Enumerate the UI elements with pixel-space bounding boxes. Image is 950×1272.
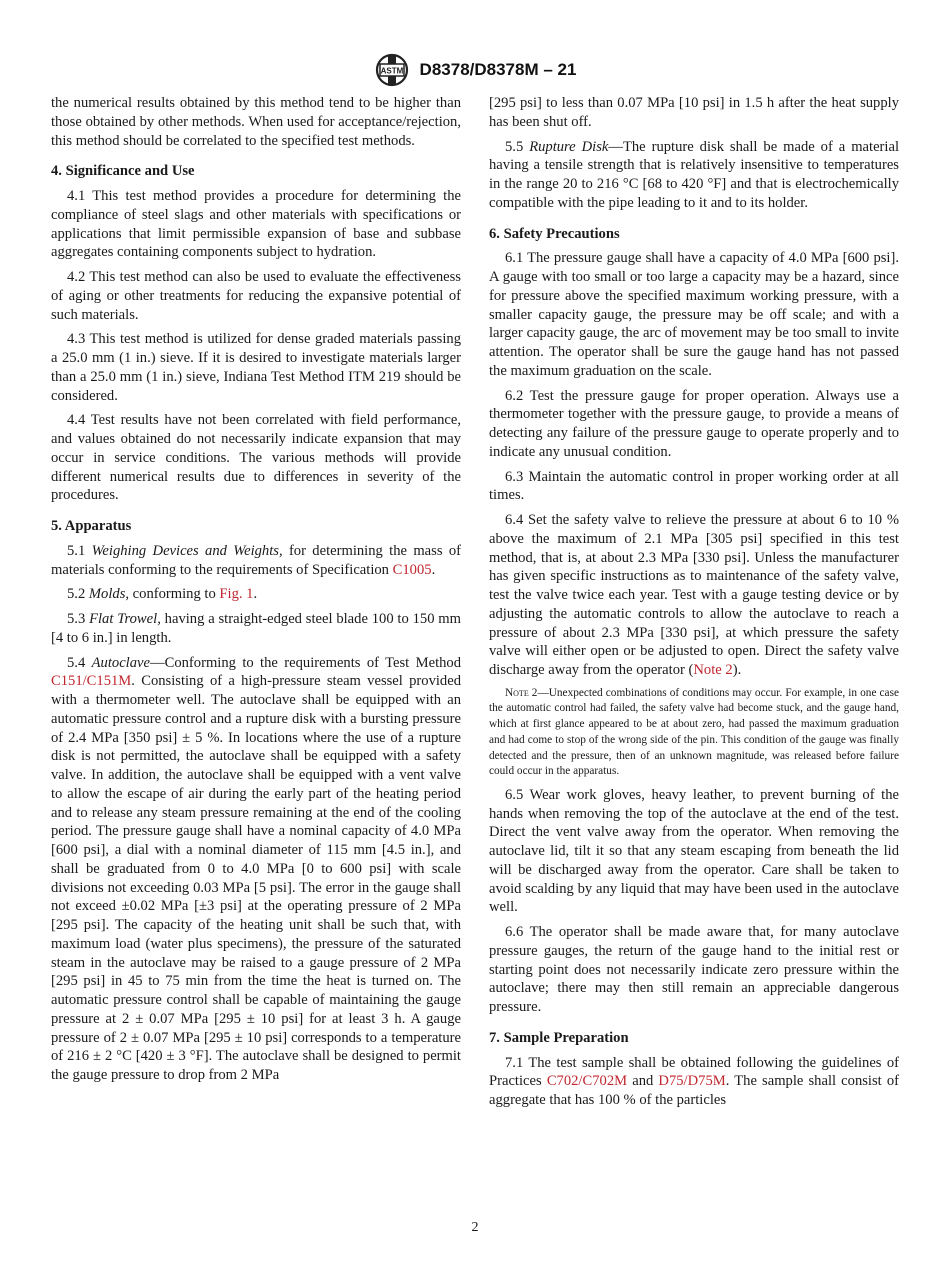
section-5-heading: 5. Apparatus xyxy=(51,518,132,534)
paragraph-4-3: 4.3 This test method is utilized for dense graded materials passing a 25.0 mm (1 in.) sieve. If it is desired to investigate materials larger than a 25.0 mm (1 in.) sieve, Indiana Test Method ITM 219 should be considered. xyxy=(51,331,461,404)
link-c702[interactable]: C702/C702M xyxy=(546,1073,628,1090)
paragraph-7-1: 7.1 The test sample shall be obtained following the guidelines of Practices C702/C702M and D75/D75M. The sample shall consist of aggregate that has 100 % of the particles xyxy=(489,1054,900,1109)
paragraph-4-1: 4.1 This test method provides a procedure for determining the compliance of steel slags and other materials with specifications or applications that limit permissible expansion of base and subbase aggregates containing components subject to hydration. xyxy=(51,188,461,261)
note-2: Note 2—Unexpected combinations of conditions may occur. For example, in one case the automatic control had failed, the safety valve had become stuck, and the gauge hand, which at first glance appeared to be at about zero, had passed the maximum graduation and had come to stop of the wrong side of the pin. This condition of the gauge was finally detected and the pressure, then of an unknown magnitude, was released before failure could occur in the apparatus. xyxy=(489,686,899,778)
link-fig-1[interactable]: Fig. 1 xyxy=(219,586,254,603)
document-designation: D8378/D8378M – 21 xyxy=(419,60,577,79)
paragraph-5-5: 5.5 Rupture Disk—The rupture disk shall be made of a material having a tensile strength that is relatively insensitive to temperatures in the range 20 to 216 °C [68 to 420 °F] and that is electrochemically compatible with the pipe leading to it and to its holder. xyxy=(489,138,900,211)
paragraph-5-2: 5.2 Molds, conforming to Fig. 1. xyxy=(67,586,258,603)
section-6-heading: 6. Safety Precautions xyxy=(489,225,620,242)
page-number: 2 xyxy=(471,1220,479,1235)
paragraph-4-4: 4.4 Test results have not been correlated with field performance, and values obtained do not necessarily indicate expansion that may occur in service conditions. The various methods will provide different numerical results due to differences in severity of the procedures. xyxy=(51,412,461,504)
paragraph-6-2: 6.2 Test the pressure gauge for proper operation. Always use a thermometer together with the pressure gauge, to provide a means of detecting any failure of the pressure gauge to operate properly and to indicate any unusual condition. xyxy=(489,387,899,460)
paragraph-6-4: 6.4 Set the safety valve to relieve the pressure at about 6 to 10 % above the maximum of 2.1 MPa [305 psi] specified in this test method, that is, at about 2.3 MPa [330 psi]. Unless the manufacturer has given specific instructions as to maintenance of the safety valve, test the valve twice each year. Test with a gauge testing device or by adjusting the automatic controls to allow the autoclave to reach a pressure of about 2.3 MPa [330 psi], at which pressure the safety valve will either open or be adjusted to open. Direct the safety valve discharge away from the operator (Note 2). xyxy=(489,512,899,678)
paragraph-6-5: 6.5 Wear work gloves, heavy leather, to prevent burning of the hands when removing the top of the autoclave at the end of the test. Direct the vent valve away from the operator. When removing the autoclave lid, tilt it so that any steam escaping from beneath the lid will be discharged away from the operator. Care shall be taken to avoid scalding by any liquid that may have been used in the autoclave well. xyxy=(489,786,899,916)
page-header xyxy=(0,52,950,88)
paragraph-continued: the numerical results obtained by this method tend to be higher than those obtained by other methods. When used for acceptance/rejection, this method should be correlated to the specified test methods. xyxy=(51,95,461,149)
paragraph-6-6: 6.6 The operator shall be made aware that, for many autoclave pressure gauges, the return of the gauge hand to the initial rest or starting point does not necessarily indicate zero pressure within the autoclave; there may then still remain an appreciable dangerous pressure. xyxy=(489,924,899,1016)
paragraph-continued-right: [295 psi] to less than 0.07 MPa [10 psi] in 1.5 h after the heat supply has been shut off. xyxy=(489,95,899,130)
paragraph-6-1: 6.1 The pressure gauge shall have a capacity of 4.0 MPa [600 psi]. A gauge with too small or too large a capacity may be a hazard, since for pressure above the specified maximum working pressure, with a smaller capacity gauge, the pressure may be off scale; and with a larger capacity gauge, the arc of movement may be too small to invite attention. The operator shall be sure the gauge hand has not passed the maximum graduation on the scale. xyxy=(489,250,899,379)
paragraph-6-3: 6.3 Maintain the automatic control in proper working order at all times. xyxy=(489,468,899,504)
link-c1005[interactable]: C1005 xyxy=(392,561,432,578)
link-c151[interactable]: C151/C151M xyxy=(51,673,132,690)
paragraph-5-4: 5.4 Autoclave—Conforming to the requirements of Test Method C151/C151M. Consisting of a high-pressure steam vessel provided with a thermometer well. The autoclave shall be equipped with an automatic pressure control and a rupture disk with a bursting pressure of 2.4 MPa [350 psi] ± 5 %. In locations where the use of a rupture disk is not permitted, the autoclave shall be equipped with a safety valve. In addition, the autoclave shall be equipped with a vent valve to allow the escape of air during the early part of the heating period and to release any steam pressure remaining at the end of the cooling period. The pressure gauge shall have a nominal capacity of 4.0 MPa [600 psi], a dial with a nominal diameter of 115 mm [4.5 in.], and shall be graduated from 0 to 4.0 MPa [0 to 600 psi] with scale divisions not exceeding 0.03 MPa [5 psi]. The error in the gauge shall not exceed ±0.02 MPa [±3 psi] at the operating pressure of 2 MPa [295 psi]. The capacity of the heating unit shall be such that, with maximum load (water plus specimens), the pressure of the saturated steam in the autoclave may be raised to a gauge pressure of 2 MPa [295 psi] in 45 to 75 min from the time the heat is turned on. The automatic pressure control shall be capable of maintaining the gauge pressure at 2 ± 0.07 MPa [295 ± 10 psi] for at least 3 h. A gauge pressure of 2 ± 0.07 MPa [295 ± 10 psi] corresponds to a temperature of 216 ± 2 °C [420 ± 3 °F]. The autoclave shall be designed to permit the gauge pressure to drop from 2 MPa xyxy=(51,654,462,1083)
section-7-heading: 7. Sample Preparation xyxy=(489,1029,629,1046)
svg-text:ASTM: ASTM xyxy=(380,66,403,76)
right-column xyxy=(489,94,899,1116)
astm-logo-icon xyxy=(374,52,410,88)
paragraph-5-3: 5.3 Flat Trowel, having a straight-edged steel blade 100 to 150 mm [4 to 6 in.] in length. xyxy=(51,611,461,646)
link-d75[interactable]: D75/D75M xyxy=(658,1073,726,1090)
link-note-2[interactable]: Note 2 xyxy=(693,662,733,678)
left-column xyxy=(51,94,461,1091)
paragraph-4-2: 4.2 This test method can also be used to evaluate the effectiveness of aging or other treatments for reducing the expansive potential of such materials. xyxy=(51,269,461,323)
section-4-heading: 4. Significance and Use xyxy=(51,163,195,180)
paragraph-5-1: 5.1 Weighing Devices and Weights, for determining the mass of materials conforming to the requirements of Specification C1005. xyxy=(51,542,462,578)
